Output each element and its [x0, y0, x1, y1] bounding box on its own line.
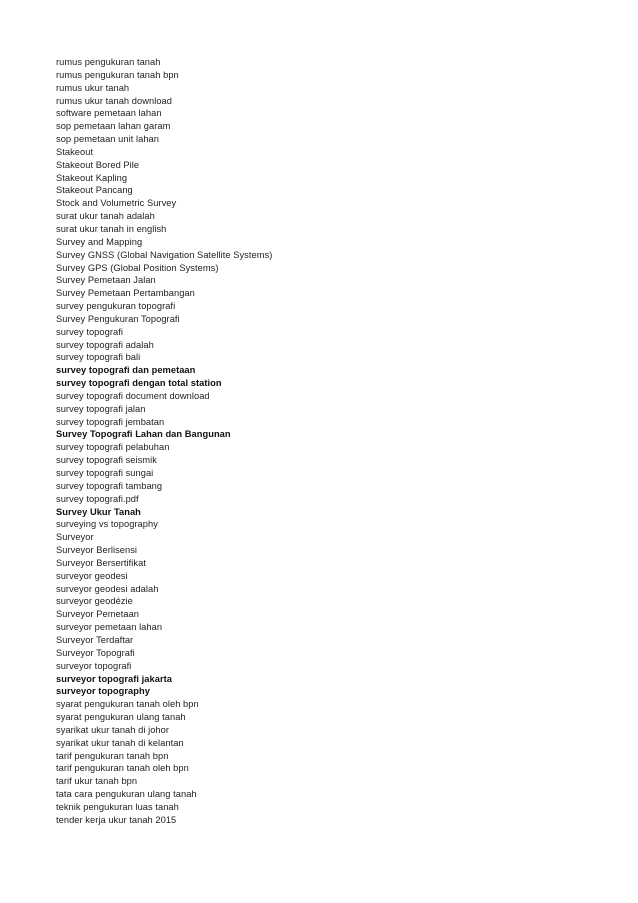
list-item: Surveyor Bersertifikat — [56, 557, 146, 568]
list-item: rumus pengukuran tanah — [56, 57, 161, 67]
list-item: Survey Pemetaan Jalan — [56, 275, 156, 286]
list-item: tarif pengukuran tanah bpn — [56, 750, 169, 761]
list-item: Surveyor Topografi — [56, 647, 135, 658]
list-item: survey topografi.pdf — [56, 493, 139, 504]
list-item: tarif pengukuran tanah oleh bpn — [56, 763, 189, 774]
list-item: Survey GPS (Global Position Systems) — [56, 262, 219, 273]
list-item: Stakeout — [56, 146, 94, 157]
list-item: Stakeout Kapling — [56, 172, 128, 183]
list-item: survey topografi document download — [56, 390, 210, 401]
list-item: rumus ukur tanah download — [56, 95, 172, 106]
list-item: surat ukur tanah adalah — [56, 211, 155, 222]
list-item: Survey Pemetaan Pertambangan — [56, 288, 195, 299]
list-item: survey topografi jembatan — [56, 416, 165, 427]
list-item: survey topografi pelabuhan — [56, 442, 170, 453]
list-item: Stakeout Pancang — [56, 185, 133, 196]
list-item: rumus ukur tanah — [56, 82, 130, 93]
list-item: surveyor topografi — [56, 660, 132, 671]
list-item: survey topografi sungai — [56, 468, 154, 478]
list-item: syarikat ukur tanah di johor — [56, 724, 170, 735]
list-item: Stock and Volumetric Survey — [56, 198, 177, 209]
list-item: syarat pengukuran ulang tanah — [56, 712, 186, 723]
list-item: survey topografi dengan total station — [56, 378, 222, 389]
list-item: syarikat ukur tanah di kelantan — [56, 737, 184, 748]
list-item: survey topografi jalan — [56, 403, 146, 414]
list-item: syarat pengukuran tanah oleh bpn — [56, 699, 199, 710]
list-item: survey topografi bali — [56, 352, 141, 363]
list-item: software pemetaan lahan — [56, 108, 162, 119]
list-item: survey topografi — [56, 326, 123, 337]
tag-list — [56, 56, 272, 827]
list-item: sop pemetaan unit lahan — [56, 134, 159, 145]
list-item: survey pengukuran topografi — [56, 301, 176, 312]
list-item: Surveyor Berlisensi — [56, 545, 138, 556]
list-item: tarif ukur tanah bpn — [56, 776, 138, 787]
list-item: Survey Pengukuran Topografi — [56, 313, 180, 324]
list-item: Survey GNSS (Global Navigation Satellite Systems) — [56, 249, 273, 260]
list-item: surveyor pemetaan lahan — [56, 622, 163, 633]
list-item: Survey and Mapping — [56, 236, 143, 247]
list-item: sop pemetaan lahan garam — [56, 121, 171, 132]
list-item: teknik pengukuran luas tanah — [56, 801, 179, 812]
list-item: Survey Ukur Tanah — [56, 506, 141, 517]
list-item: surveyor geodesi adalah — [56, 583, 159, 594]
list-item: Surveyor Terdaftar — [56, 634, 134, 645]
list-item: survey topografi tambang — [56, 480, 163, 491]
list-item: surveying vs topography — [56, 519, 158, 530]
list-item: tata cara pengukuran ulang tanah — [56, 789, 197, 800]
list-item: Stakeout Bored Pile — [56, 159, 140, 170]
list-item: surveyor topography — [56, 686, 150, 697]
list-item: Survey Topografi Lahan dan Bangunan — [56, 429, 231, 440]
list-item: tender kerja ukur tanah 2015 — [56, 814, 177, 825]
list-item: surveyor topografi jakarta — [56, 673, 172, 684]
list-item: survey topografi adalah — [56, 339, 154, 350]
list-item: Surveyor Pemetaan — [56, 609, 140, 620]
list-item: surveyor geodesi — [56, 570, 128, 581]
list-item: rumus pengukuran tanah bpn — [56, 69, 179, 80]
list-item: survey topografi dan pemetaan — [56, 365, 196, 376]
list-item: survey topografi seismik — [56, 455, 157, 466]
list-item: surveyor geodézie — [56, 596, 133, 607]
list-item: Surveyor — [56, 532, 94, 543]
list-item: surat ukur tanah in english — [56, 223, 167, 234]
